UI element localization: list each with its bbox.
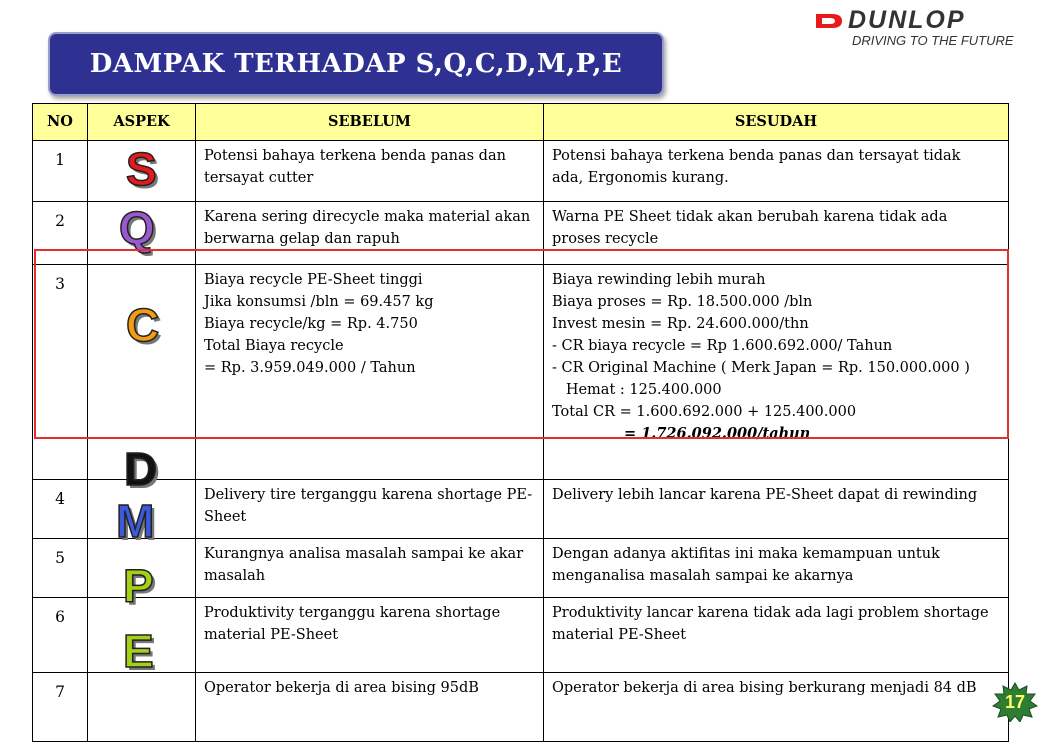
sesudah-cell <box>544 539 1009 598</box>
impact-table <box>32 103 1009 742</box>
page-title-banner <box>48 32 664 96</box>
table-row <box>33 539 1009 598</box>
sebelum-cell <box>196 141 544 202</box>
cell-line: Biaya recycle/kg = Rp. 4.750 <box>204 316 418 332</box>
aspect-letter-e: E <box>123 625 154 677</box>
sebelum-cell <box>196 673 544 742</box>
total-cr-line: = 1.726.092.000/tahun <box>624 425 811 442</box>
cell-line: Produktivity lancar karena tidak ada lagi problem shortage material PE-Sheet <box>552 605 989 643</box>
row-number: 4 <box>33 480 88 539</box>
aspect-letter-m: M <box>116 495 155 547</box>
row-number: 2 <box>33 202 88 265</box>
row-number: 6 <box>33 598 88 673</box>
table-row <box>33 673 1009 742</box>
sesudah-cell <box>544 202 1009 265</box>
cell-line: Karena sering direcycle maka material akan berwarna gelap dan rapuh <box>204 209 531 247</box>
table-row <box>33 141 1009 202</box>
logo-tagline: DRIVING TO THE FUTURE <box>852 33 1014 48</box>
cell-line: Biaya proses = Rp. 18.500.000 /bln <box>552 294 813 310</box>
column-header-sebelum: SEBELUM <box>196 104 544 141</box>
cell-line: Potensi bahaya terkena benda panas dan tersayat tidak ada, Ergonomis kurang. <box>552 148 961 186</box>
logo-wordmark: DUNLOP <box>848 6 966 34</box>
sebelum-cell <box>196 265 544 480</box>
cell-line: Kurangnya analisa masalah sampai ke akar masalah <box>204 546 524 584</box>
cell-line: Jika konsumsi /bln = 69.457 kg <box>204 294 434 310</box>
aspect-letter-q: Q <box>119 202 155 254</box>
sesudah-cell <box>544 598 1009 673</box>
cell-line: Potensi bahaya terkena benda panas dan tersayat cutter <box>204 148 506 186</box>
cell-line: Delivery lebih lancar karena PE-Sheet dapat di rewinding <box>552 487 978 503</box>
table-row <box>33 202 1009 265</box>
table-row <box>33 598 1009 673</box>
cell-line: Operator bekerja di area bising 95dB <box>204 680 479 696</box>
cell-line: Dengan adanya aktifitas ini maka kemampuan untuk menganalisa masalah sampai ke akarnya <box>552 546 940 584</box>
cell-line: Hemat : 125.400.000 <box>552 382 722 398</box>
column-header-no: NO <box>33 104 88 141</box>
column-header-aspek: ASPEK <box>88 104 196 141</box>
cell-line: Total CR = 1.600.692.000 + 125.400.000 <box>552 404 857 420</box>
cell-line: Operator bekerja di area bising berkurang menjadi 84 dB <box>552 680 977 696</box>
cell-line: Produktivity terganggu karena shortage material PE-Sheet <box>204 605 501 643</box>
page-title: DAMPAK TERHADAP S,Q,C,D,M,P,E <box>89 49 623 79</box>
cell-line: Total Biaya recycle <box>204 338 344 354</box>
sesudah-cell <box>544 265 1009 480</box>
cell-line: Invest mesin = Rp. 24.600.000/thn <box>552 316 809 332</box>
cell-line: = Rp. 3.959.049.000 / Tahun <box>204 360 416 376</box>
sesudah-cell <box>544 480 1009 539</box>
sebelum-cell <box>196 202 544 265</box>
sebelum-cell <box>196 539 544 598</box>
sebelum-cell <box>196 480 544 539</box>
cell-line: Biaya rewinding lebih murah <box>552 272 766 288</box>
aspect-letter-p: P <box>123 560 154 612</box>
row-number: 3 <box>33 265 88 480</box>
page-number-badge <box>992 682 1032 722</box>
dunlop-flying-d-icon <box>814 10 844 32</box>
cell-line: Warna PE Sheet tidak akan berubah karena tidak ada proses recycle <box>552 209 948 247</box>
aspect-letter-c: C <box>126 299 160 351</box>
page-number: 17 <box>1004 692 1026 712</box>
sesudah-cell <box>544 141 1009 202</box>
cell-line: - CR Original Machine ( Merk Japan = Rp. 150.000.000 ) <box>552 360 970 376</box>
aspect-letter-d: D <box>124 443 158 495</box>
cell-line: - CR biaya recycle = Rp 1.600.692.000/ Tahun <box>552 338 893 354</box>
sesudah-cell <box>544 673 1009 742</box>
row-number: 5 <box>33 539 88 598</box>
sebelum-cell <box>196 598 544 673</box>
aspect-letter-s: S <box>126 143 157 195</box>
row-number: 7 <box>33 673 88 742</box>
table-row <box>33 480 1009 539</box>
aspect-cell <box>88 673 196 742</box>
table-row <box>33 265 1009 480</box>
table-header-row <box>33 104 1009 141</box>
row-number: 1 <box>33 141 88 202</box>
column-header-sesudah: SESUDAH <box>544 104 1009 141</box>
cell-line: Delivery tire terganggu karena shortage PE-Sheet <box>204 487 533 525</box>
dunlop-logo <box>812 4 1036 48</box>
cell-line: Biaya recycle PE-Sheet tinggi <box>204 272 423 288</box>
